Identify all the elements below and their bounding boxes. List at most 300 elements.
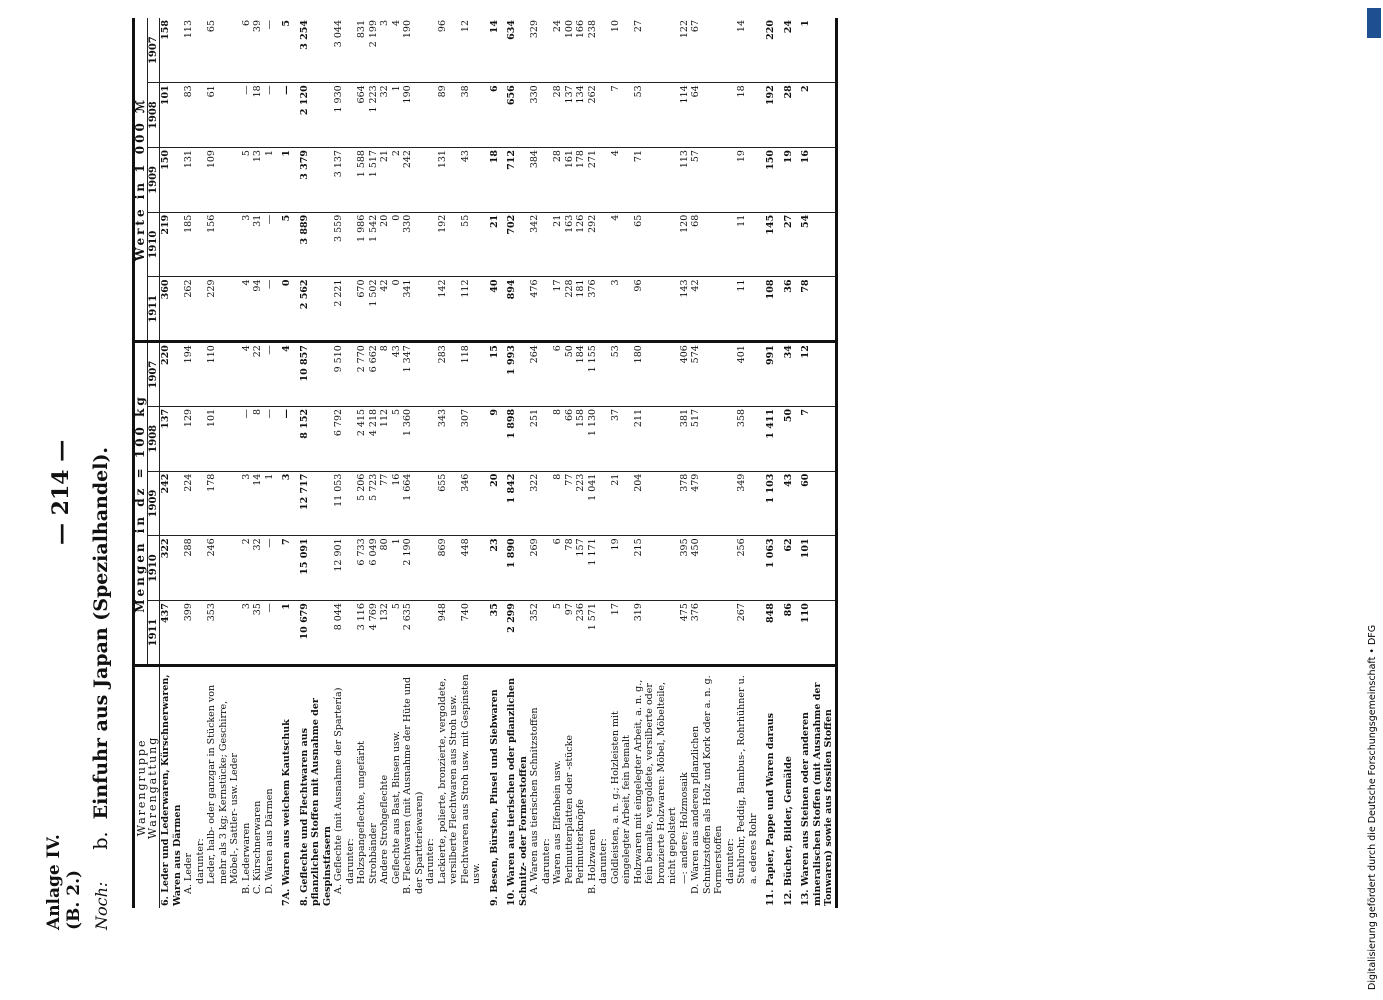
quantity-cell: 246	[206, 536, 241, 601]
quantity-cell: 110	[794, 601, 836, 666]
value-cell: 31	[252, 212, 264, 277]
quantity-cell: 256	[736, 536, 759, 601]
quantity-cell: 2 770	[356, 342, 368, 407]
value-cell: 156	[206, 212, 241, 277]
quantity-cell: 12	[794, 342, 836, 407]
quantity-cell: 220	[160, 342, 184, 407]
header-quantities: Mengen in dz = 100 kg	[134, 342, 148, 666]
value-cell: 238	[587, 18, 599, 83]
value-cell	[541, 18, 553, 83]
title-main: Einfuhr aus Japan (Spezialhandel).	[90, 446, 112, 820]
table-row	[564, 18, 576, 908]
value-cell: 114	[679, 83, 691, 148]
quantity-cell: 101	[206, 406, 241, 471]
quantity-cell	[725, 342, 737, 407]
quantity-cell: 8 044	[333, 601, 345, 666]
table-row	[241, 18, 253, 908]
quantity-cell: 8 152	[293, 406, 334, 471]
quantity-cell: —	[264, 536, 276, 601]
row-label: darunter:	[598, 838, 609, 884]
value-cell: 96	[437, 18, 460, 83]
value-cell: 67	[690, 18, 725, 83]
quantity-cell: 132	[379, 601, 391, 666]
value-cell: 342	[529, 212, 541, 277]
value-cell	[425, 277, 437, 342]
row-label: darunter:	[540, 838, 552, 884]
quantity-cell: 19	[610, 536, 633, 601]
value-cell: 4	[241, 277, 253, 342]
quantity-cell: 8	[379, 342, 391, 407]
value-cell: 18	[252, 83, 264, 148]
quantity-cell: 448	[460, 536, 483, 601]
quantity-cell	[195, 471, 207, 536]
value-cell: 120	[679, 212, 691, 277]
quantity-cell: 1	[275, 601, 293, 666]
value-cell: 113	[679, 148, 691, 213]
value-cell: 712	[500, 148, 529, 213]
value-cell: 242	[402, 148, 425, 213]
value-cell: 53	[633, 83, 679, 148]
value-cell: 161	[564, 148, 576, 213]
quantity-cell: 66	[564, 406, 576, 471]
quantity-cell: 307	[460, 406, 483, 471]
quantity-cell: 288	[183, 536, 195, 601]
value-cell	[541, 148, 553, 213]
value-cell: 831	[356, 18, 368, 83]
value-cell: —	[241, 83, 253, 148]
value-cell: 108	[759, 277, 777, 342]
table-row	[252, 18, 264, 908]
quantity-cell: 194	[183, 342, 195, 407]
quantity-cell: 1	[264, 471, 276, 536]
value-year-1911: 1911	[147, 277, 160, 342]
trade-table	[132, 18, 838, 908]
value-cell: 134	[575, 83, 587, 148]
value-cell: 664	[356, 83, 368, 148]
quantity-cell: 11 053	[333, 471, 345, 536]
value-cell: 2	[794, 83, 836, 148]
quantity-cell: 6 733	[356, 536, 368, 601]
dfg-logo	[1367, 8, 1381, 38]
quantity-cell: 112	[379, 406, 391, 471]
value-cell: 143	[679, 277, 691, 342]
value-cell	[345, 148, 357, 213]
value-cell: 1 986	[356, 212, 368, 277]
quantity-cell: 101	[794, 536, 836, 601]
quantity-cell: 2 635	[402, 601, 425, 666]
quantity-cell	[725, 406, 737, 471]
quantity-cell: 1 842	[500, 471, 529, 536]
table-body	[160, 18, 837, 908]
quantity-cell: 3 116	[356, 601, 368, 666]
quantity-cell: 6 049	[368, 536, 380, 601]
quantity-cell: —	[264, 406, 276, 471]
value-cell: 1 588	[356, 148, 368, 213]
quantity-cell: 2 190	[402, 536, 425, 601]
quantity-cell	[725, 471, 737, 536]
value-cell: 1 930	[333, 83, 345, 148]
quantity-cell: 12 717	[293, 471, 334, 536]
value-cell: 65	[633, 212, 679, 277]
table-row	[437, 18, 460, 908]
title-letter: b.	[90, 831, 112, 850]
quantity-cell: 395	[679, 536, 691, 601]
quantity-cell	[598, 342, 610, 407]
value-cell: 96	[633, 277, 679, 342]
table-row	[575, 18, 587, 908]
quantity-cell: 517	[690, 406, 725, 471]
value-cell: 1 502	[368, 277, 380, 342]
quantity-cell: 381	[679, 406, 691, 471]
value-cell: 65	[206, 18, 241, 83]
value-cell: 27	[777, 212, 795, 277]
quantity-cell: 62	[777, 536, 795, 601]
quantity-cell: 12 901	[333, 536, 345, 601]
quantity-cell: 450	[690, 536, 725, 601]
value-cell	[725, 83, 737, 148]
value-cell: 192	[759, 83, 777, 148]
table-row	[425, 18, 437, 908]
row-label: Leder, halb- oder ganzgar in Stücken von mehr als 3 kg; Kernstücke; Geschirre, Möbel-, Sattler- usw. Leder	[206, 684, 240, 884]
value-cell: —	[264, 83, 276, 148]
quantity-cell: 1 171	[587, 536, 599, 601]
annex-label	[44, 834, 84, 930]
table-row	[345, 18, 357, 908]
quantity-cell: 948	[437, 601, 460, 666]
table-row	[794, 18, 836, 908]
value-cell	[541, 277, 553, 342]
value-cell: 7	[610, 83, 633, 148]
value-cell	[195, 18, 207, 83]
value-cell	[195, 148, 207, 213]
quantity-cell	[195, 406, 207, 471]
row-label: darunter:	[425, 838, 436, 884]
value-cell: 32	[379, 83, 391, 148]
quantity-cell: 1 103	[759, 471, 777, 536]
quantity-cell: 1 155	[587, 342, 599, 407]
row-label: Geflechte aus Bast, Binsen usw.	[390, 731, 402, 884]
quantity-cell	[725, 601, 737, 666]
quantity-cell	[541, 471, 553, 536]
table-row	[293, 18, 334, 908]
quantity-cell: 322	[160, 536, 184, 601]
value-cell: 55	[460, 212, 483, 277]
quantity-cell: 574	[690, 342, 725, 407]
value-cell: 341	[402, 277, 425, 342]
quantity-cell: 4	[241, 342, 253, 407]
quantity-cell: 9	[483, 406, 501, 471]
value-cell: 178	[575, 148, 587, 213]
table-row	[690, 18, 725, 908]
row-label: Andere Strohgeflechte	[379, 774, 390, 884]
quantity-cell: 22	[252, 342, 264, 407]
table-row	[500, 18, 529, 908]
quantity-cell	[345, 406, 357, 471]
row-label: darunter:	[724, 838, 736, 884]
quantity-cell: 848	[759, 601, 777, 666]
quantity-cell: 21	[610, 471, 633, 536]
value-cell: 14	[483, 18, 501, 83]
value-cell: 21	[483, 212, 501, 277]
value-cell: 142	[437, 277, 460, 342]
value-cell: 113	[183, 18, 195, 83]
quantity-cell: 236	[575, 601, 587, 666]
value-cell: 1 517	[368, 148, 380, 213]
table-row	[195, 18, 207, 908]
row-label: A. Geflechte (mit Ausnahme der Spartería)	[333, 687, 344, 894]
quantity-year-1911: 1911	[147, 601, 160, 666]
value-cell: 376	[587, 277, 599, 342]
value-cell: 11	[736, 212, 759, 277]
value-cell: 131	[437, 148, 460, 213]
page-title	[90, 30, 112, 930]
value-cell: 229	[206, 277, 241, 342]
value-cell: —	[264, 212, 276, 277]
row-label: B. Flechtwaren (mit Ausnahme der Hüte und der Spartteriewaren)	[402, 676, 425, 894]
value-cell: 94	[252, 277, 264, 342]
quantity-cell: 267	[736, 601, 759, 666]
quantity-cell: 1 993	[500, 342, 529, 407]
value-cell: 101	[160, 83, 184, 148]
title-noch: Noch:	[92, 881, 111, 930]
value-cell: 192	[437, 212, 460, 277]
value-cell: 150	[759, 148, 777, 213]
value-cell: 19	[777, 148, 795, 213]
quantity-cell: 1 890	[500, 536, 529, 601]
quantity-cell: 34	[777, 342, 795, 407]
value-cell: 61	[206, 83, 241, 148]
value-cell: 2 120	[293, 83, 334, 148]
value-cell: 181	[575, 277, 587, 342]
quantity-cell: 1 898	[500, 406, 529, 471]
quantity-cell: 9 510	[333, 342, 345, 407]
quantity-cell: 17	[610, 601, 633, 666]
quantity-cell	[345, 536, 357, 601]
row-label: 12. Bücher, Bilder, Gemälde	[782, 756, 794, 906]
quantity-cell: 137	[160, 406, 184, 471]
value-cell: 89	[437, 83, 460, 148]
quantity-cell	[345, 601, 357, 666]
quantity-cell: 4	[275, 342, 293, 407]
value-cell	[425, 148, 437, 213]
value-cell: 28	[552, 148, 564, 213]
value-cell: 40	[483, 277, 501, 342]
value-cell: 24	[777, 18, 795, 83]
quantity-cell	[541, 406, 553, 471]
quantity-cell: 475	[679, 601, 691, 666]
value-cell: 670	[356, 277, 368, 342]
value-year-1910: 1910	[147, 212, 160, 277]
value-cell: 0	[391, 277, 403, 342]
quantity-cell: 1 041	[587, 471, 599, 536]
quantity-cell: 242	[160, 471, 184, 536]
quantity-cell: 180	[633, 342, 679, 407]
value-cell: 57	[690, 148, 725, 213]
digitization-text: Digitalisierung gefördert durch die Deutsche Forschungsgemeinschaft • DFG	[1367, 624, 1378, 990]
value-cell: 158	[160, 18, 184, 83]
value-cell	[541, 212, 553, 277]
quantity-cell: 10 679	[293, 601, 334, 666]
quantity-cell: 5	[391, 601, 403, 666]
table-row	[356, 18, 368, 908]
value-cell: 330	[529, 83, 541, 148]
quantity-cell	[598, 601, 610, 666]
table-row	[160, 18, 184, 908]
quantity-cell: 10 857	[293, 342, 334, 407]
value-cell	[425, 83, 437, 148]
value-cell: 3 379	[293, 148, 334, 213]
row-label: Perlmutterplatten oder -stücke	[563, 735, 575, 884]
row-label: A. Leder	[183, 852, 194, 894]
row-label: darunter:	[194, 838, 206, 884]
value-cell: 166	[575, 18, 587, 83]
value-cell	[541, 83, 553, 148]
quantity-cell: 5	[391, 406, 403, 471]
quantity-cell: 376	[690, 601, 725, 666]
quantity-cell: 319	[633, 601, 679, 666]
quantity-cell: 86	[777, 601, 795, 666]
value-cell: 13	[252, 148, 264, 213]
quantity-cell: 97	[564, 601, 576, 666]
value-cell: 83	[183, 83, 195, 148]
quantity-cell: 655	[437, 471, 460, 536]
quantity-cell	[598, 406, 610, 471]
value-cell: 4	[391, 18, 403, 83]
value-cell: 64	[690, 83, 725, 148]
value-cell: 6	[483, 83, 501, 148]
row-label: 11. Papier, Pappe und Waren daraus	[765, 712, 776, 906]
value-cell: 42	[379, 277, 391, 342]
value-cell: 109	[206, 148, 241, 213]
value-cell: 24	[552, 18, 564, 83]
quantity-cell: 8	[552, 406, 564, 471]
value-cell: 5	[241, 148, 253, 213]
quantity-cell: 7	[794, 406, 836, 471]
value-cell: 228	[564, 277, 576, 342]
value-cell: 131	[183, 148, 195, 213]
value-cell	[195, 212, 207, 277]
quantity-cell: 401	[736, 342, 759, 407]
value-cell: 1 542	[368, 212, 380, 277]
row-label: B. Lederwaren	[240, 822, 252, 894]
quantity-cell: 406	[679, 342, 691, 407]
value-cell: 3 044	[333, 18, 345, 83]
quantity-cell: 1 360	[402, 406, 425, 471]
row-label: —: andere; Holzmosaik	[678, 772, 690, 884]
value-cell: 10	[610, 18, 633, 83]
quantity-cell	[425, 406, 437, 471]
quantity-cell: 50	[564, 342, 576, 407]
value-cell: 3 137	[333, 148, 345, 213]
value-cell: 1 223	[368, 83, 380, 148]
quantity-cell: 1 130	[587, 406, 599, 471]
table-row	[541, 18, 553, 908]
quantity-cell: 869	[437, 536, 460, 601]
quantity-cell: 178	[206, 471, 241, 536]
row-label: Strohbänder	[367, 823, 379, 884]
value-cell: 2 562	[293, 277, 334, 342]
value-cell: 150	[160, 148, 184, 213]
value-cell: 20	[379, 212, 391, 277]
value-cell: 3	[379, 18, 391, 83]
digitization-note	[1367, 10, 1379, 990]
value-cell: 100	[564, 18, 576, 83]
table-row	[552, 18, 564, 908]
value-cell: 0	[275, 277, 293, 342]
quantity-cell: 223	[575, 471, 587, 536]
quantity-cell	[195, 342, 207, 407]
value-year-1909: 1909	[147, 148, 160, 213]
quantity-cell: 43	[391, 342, 403, 407]
value-cell: 3 559	[333, 212, 345, 277]
value-cell: 656	[500, 83, 529, 148]
value-cell: 1	[275, 148, 293, 213]
value-cell: 14	[736, 18, 759, 83]
value-cell: 12	[460, 18, 483, 83]
value-cell: 38	[460, 83, 483, 148]
table-row	[598, 18, 610, 908]
value-cell: —	[264, 277, 276, 342]
value-cell: 137	[564, 83, 576, 148]
quantity-cell: 4 769	[368, 601, 380, 666]
value-cell: 190	[402, 83, 425, 148]
quantity-cell: 991	[759, 342, 777, 407]
value-cell: 145	[759, 212, 777, 277]
value-cell: 476	[529, 277, 541, 342]
value-cell: 3	[610, 277, 633, 342]
row-label: Perlmutterknöpfe	[575, 799, 586, 884]
quantity-cell	[598, 471, 610, 536]
value-cell: 163	[564, 212, 576, 277]
quantity-cell	[425, 342, 437, 407]
quantity-cell: 2 299	[500, 601, 529, 666]
quantity-cell: 2 415	[356, 406, 368, 471]
quantity-cell	[345, 471, 357, 536]
quantity-cell: 4 218	[368, 406, 380, 471]
quantity-year-1907: 1907	[147, 342, 160, 407]
quantity-cell: 5 206	[356, 471, 368, 536]
annex-line-2: (B. 2.)	[64, 869, 84, 930]
value-cell: 271	[587, 148, 599, 213]
quantity-cell	[345, 342, 357, 407]
row-label: 13. Waren aus Steinen oder anderen mineralischen Stoffen (mit Ausnahme der Tonwaren) sowie aus fossilen Stoffen	[800, 682, 834, 906]
value-cell	[195, 277, 207, 342]
quantity-cell: 110	[206, 342, 241, 407]
quantity-cell: —	[241, 406, 253, 471]
value-cell: 42	[690, 277, 725, 342]
quantity-cell: 353	[206, 601, 241, 666]
value-cell	[598, 83, 610, 148]
table-row	[368, 18, 380, 908]
quantity-cell: 16	[391, 471, 403, 536]
quantity-cell: 37	[610, 406, 633, 471]
table-row	[333, 18, 345, 908]
value-cell: 28	[552, 83, 564, 148]
quantity-cell: 322	[529, 471, 541, 536]
value-cell: 6	[241, 18, 253, 83]
quantity-cell: 3	[241, 601, 253, 666]
value-cell: 112	[460, 277, 483, 342]
value-year-1907: 1907	[147, 18, 160, 83]
value-cell: 262	[183, 277, 195, 342]
value-cell: 18	[483, 148, 501, 213]
value-cell: 220	[759, 18, 777, 83]
quantity-cell: 346	[460, 471, 483, 536]
value-cell	[598, 277, 610, 342]
quantity-cell: 437	[160, 601, 184, 666]
quantity-cell	[541, 342, 553, 407]
quantity-cell: 15 091	[293, 536, 334, 601]
